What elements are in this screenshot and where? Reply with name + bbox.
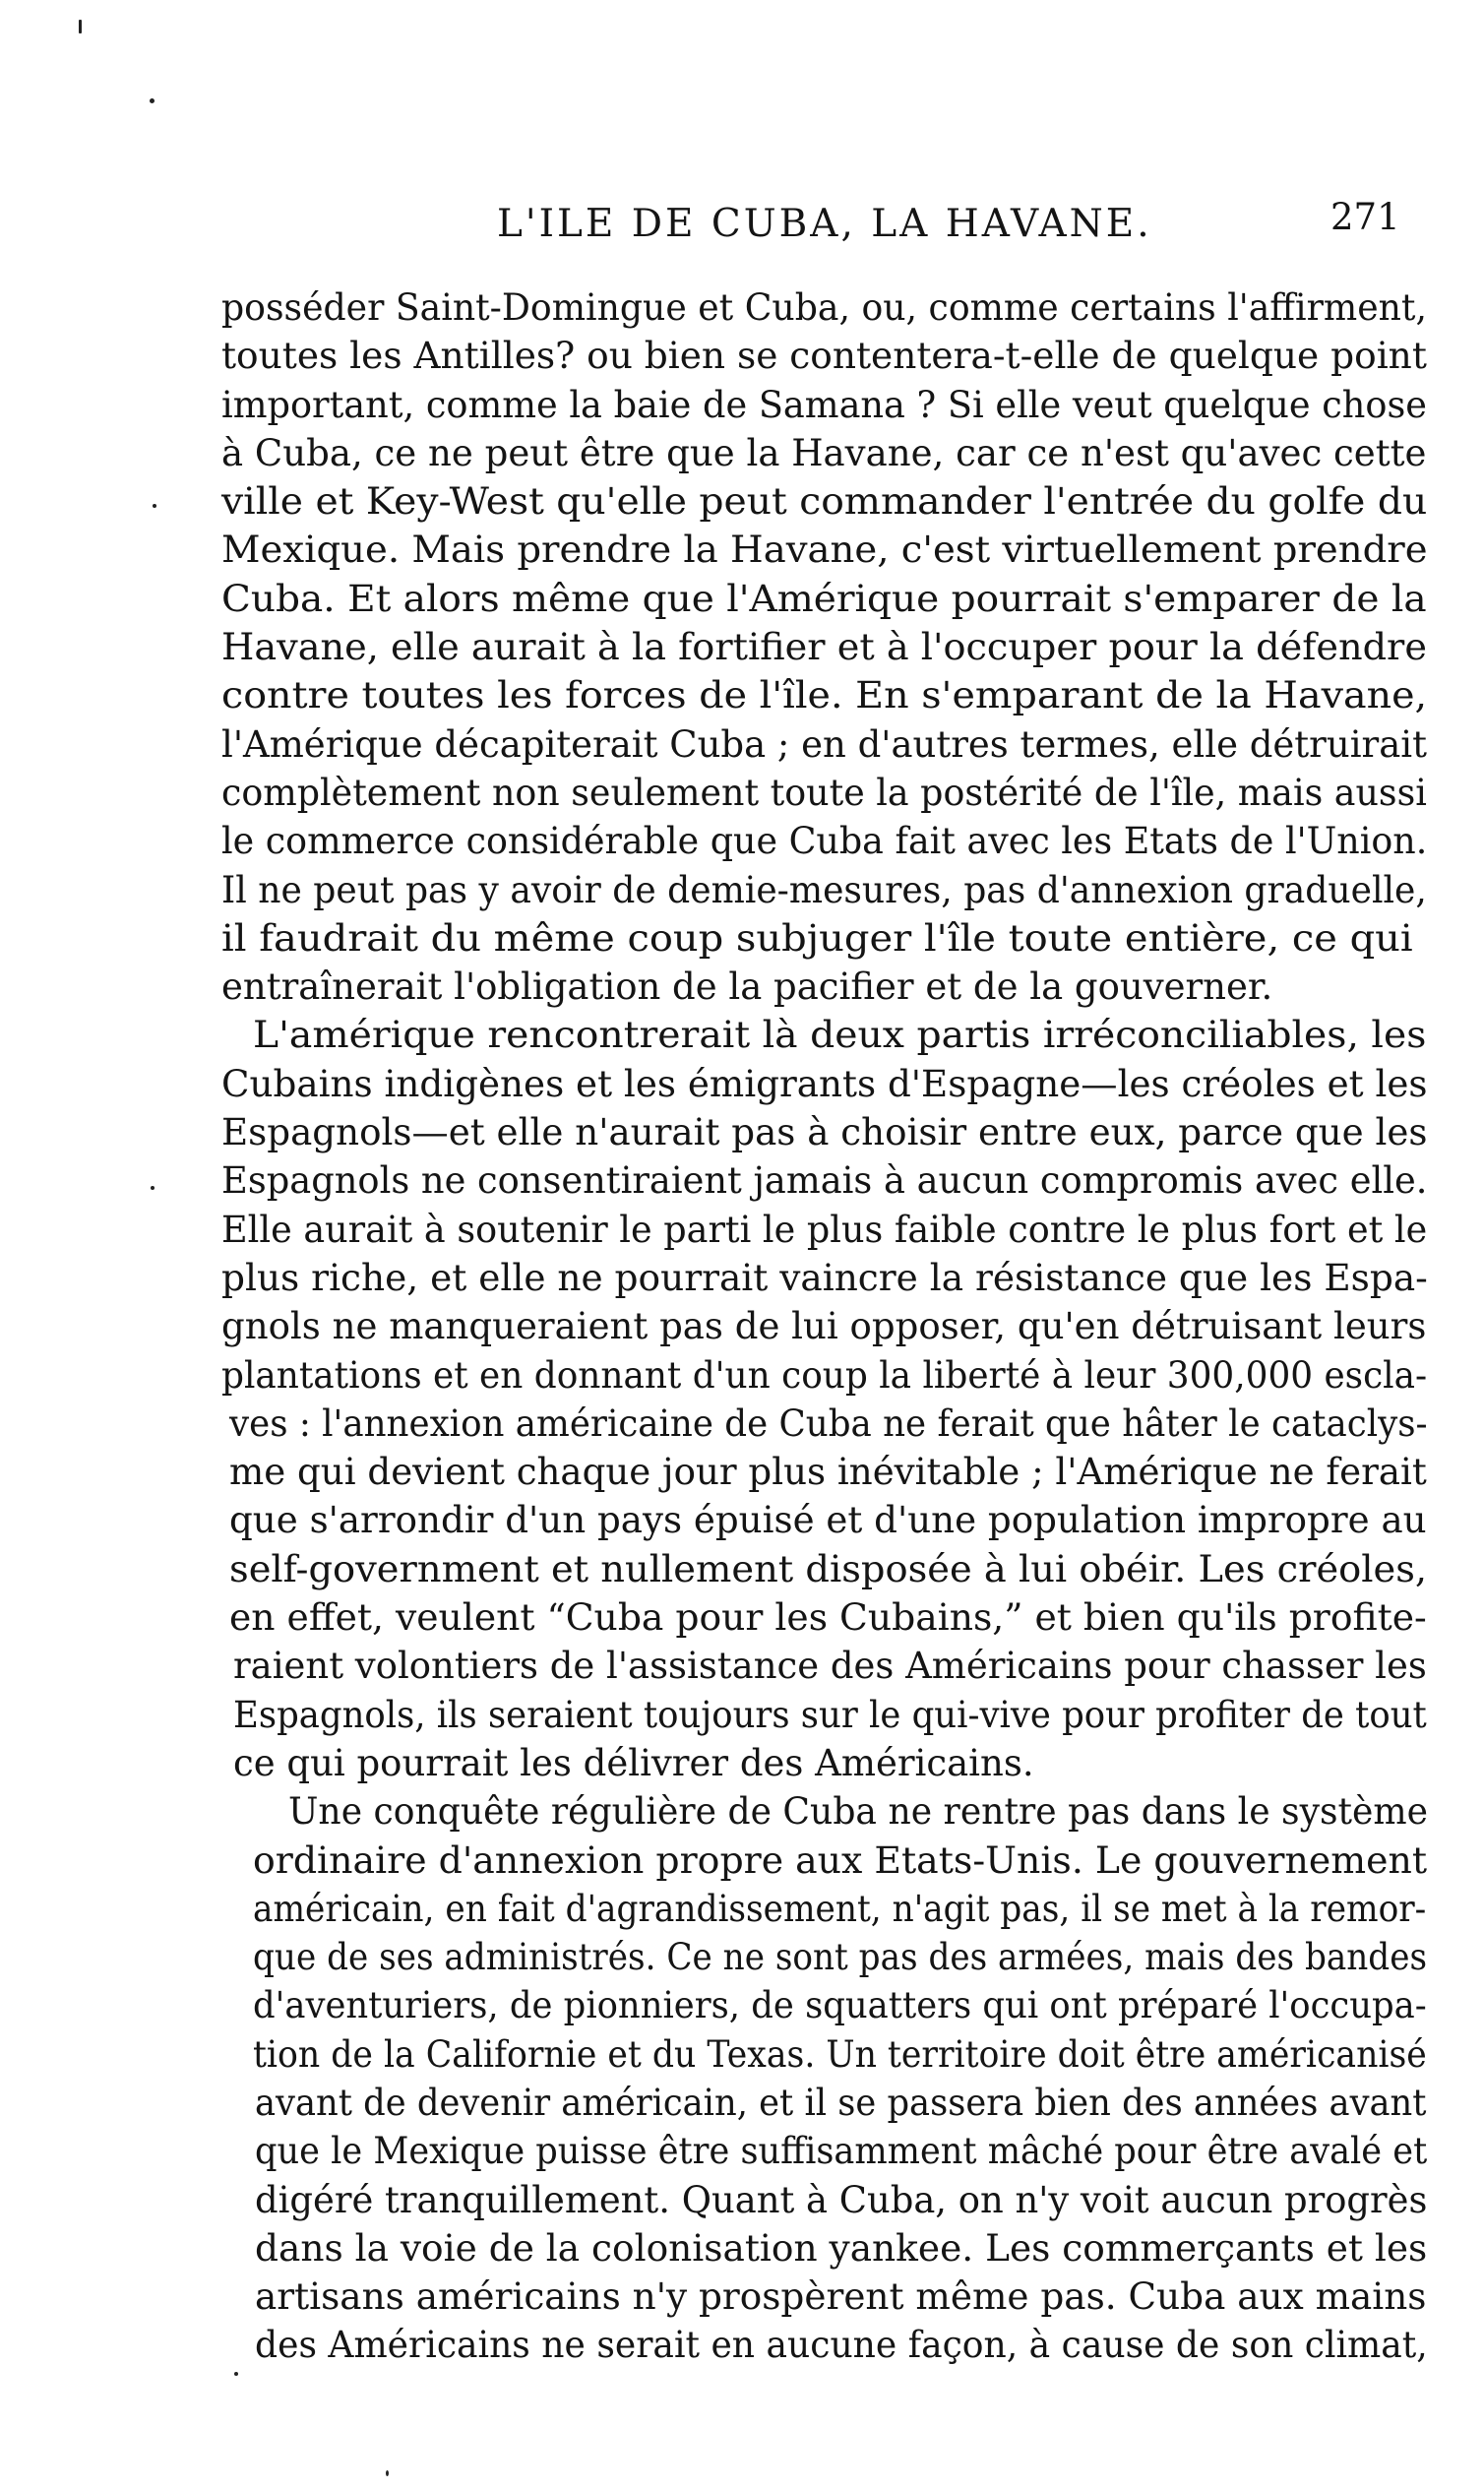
text-line: gnols ne manqueraient pas de lui opposer, qu'en détruisant leurs xyxy=(221,1305,1427,1348)
running-header xyxy=(0,196,1484,261)
text-line: artisans américains n'y prospèrent même pas. Cuba aux mains xyxy=(255,2275,1427,2319)
text-line: en effet, veulent “Cuba pour les Cubains,” et bien qu'ils profite- xyxy=(229,1596,1427,1640)
text-line: d'aventuriers, de pionniers, de squatters qui ont préparé l'occupa- xyxy=(253,1984,1427,2027)
text-line: complètement non seulement toute la postérité de l'île, mais aussi xyxy=(221,771,1427,814)
text-line: me qui devient chaque jour plus inévitable ; l'Amérique ne ferait xyxy=(229,1451,1427,1494)
text-line: ville et Key-West qu'elle peut commander l'entrée du golfe du xyxy=(221,480,1428,524)
text-line: dans la voie de la colonisation yankee. Les commerçants et les xyxy=(255,2226,1428,2270)
text-line: il faudrait du même coup subjuger l'île toute entière, ce qui xyxy=(221,916,1413,960)
body-text xyxy=(221,283,1484,2370)
text-line: Mexique. Mais prendre la Havane, c'est virtuellement prendre xyxy=(221,529,1428,572)
text-line: ves : l'annexion américaine de Cuba ne ferait que hâter le cataclys- xyxy=(229,1401,1428,1445)
text-line: Cubains indigènes et les émigrants d'Espagne—les créoles et les xyxy=(221,1062,1428,1105)
text-line: toutes les Antilles? ou bien se contentera-t-elle de quelque point xyxy=(221,335,1427,378)
text-line: raient volontiers de l'assistance des Américains pour chasser les xyxy=(233,1645,1427,1688)
text-line: tion de la Californie et du Texas. Un territoire doit être américanisé xyxy=(253,2032,1427,2076)
scan-speck xyxy=(151,1186,155,1190)
text-line: que s'arrondir d'un pays épuisé et d'une population impropre au xyxy=(229,1499,1427,1542)
text-line: Havane, elle aurait à la fortifier et à l'occuper pour la défendre xyxy=(221,626,1427,669)
text-line: Elle aurait à soutenir le parti le plus faible contre le plus fort et le xyxy=(221,1208,1428,1251)
text-line: le commerce considérable que Cuba fait avec les Etats de l'Union. xyxy=(221,820,1428,863)
text-line: des Américains ne serait en aucune façon, à cause de son climat, xyxy=(255,2324,1428,2367)
text-line: plantations et en donnant d'un coup la liberté à leur 300,000 escla- xyxy=(221,1353,1428,1397)
page-number: 271 xyxy=(1330,196,1400,238)
text-line: ce qui pourrait les délivrer des Américains. xyxy=(233,1741,1034,1784)
text-line: posséder Saint-Domingue et Cuba, ou, comme certains l'affirment, xyxy=(221,286,1427,329)
text-line: self-government et nullement disposée à lui obéir. Les créoles, xyxy=(229,1547,1428,1590)
text-line: américain, en fait d'agrandissement, n'agit pas, il se met à la remor- xyxy=(253,1887,1427,1930)
scan-speck xyxy=(234,2372,238,2376)
text-line: important, comme la baie de Samana ? Si elle veut quelque chose xyxy=(221,383,1427,426)
running-title: L'ILE DE CUBA, LA HAVANE. xyxy=(497,202,1152,246)
text-line: à Cuba, ce ne peut être que la Havane, car ce n'est qu'avec cette xyxy=(221,431,1427,474)
text-line: que le Mexique puisse être suffisamment mâché pour être avalé et xyxy=(255,2130,1428,2173)
text-line: contre toutes les forces de l'île. En s'emparant de la Havane, xyxy=(221,674,1428,717)
scan-speck xyxy=(79,20,82,33)
scan-speck xyxy=(386,2470,389,2476)
text-line: L'amérique rencontrerait là deux partis irréconciliables, les xyxy=(253,1014,1427,1057)
text-line: l'Amérique décapiterait Cuba ; en d'autres termes, elle détruirait xyxy=(221,722,1427,766)
text-line: ordinaire d'annexion propre aux Etats-Unis. Le gouvernement xyxy=(253,1838,1428,1882)
text-line: Il ne peut pas y avoir de demie-mesures, pas d'annexion graduelle, xyxy=(221,868,1427,911)
text-line: plus riche, et elle ne pourrait vaincre la résistance que les Espa- xyxy=(221,1256,1428,1299)
text-line: Espagnols—et elle n'aurait pas à choisir entre eux, parce que les xyxy=(221,1111,1428,1154)
text-line: que de ses administrés. Ce ne sont pas des armées, mais des bandes xyxy=(253,1936,1428,1979)
scan-speck xyxy=(153,504,156,508)
text-line: Espagnols, ils seraient toujours sur le qui-vive pour profiter de tout xyxy=(233,1693,1427,1736)
text-line: Espagnols ne consentiraient jamais à aucun compromis avec elle. xyxy=(221,1159,1428,1203)
scan-speck xyxy=(150,98,155,103)
text-line: entraînerait l'obligation de la pacifier et de la gouverner. xyxy=(221,965,1273,1009)
text-line: Cuba. Et alors même que l'Amérique pourrait s'emparer de la xyxy=(221,577,1427,620)
text-line: Une conquête régulière de Cuba ne rentre pas dans le système xyxy=(288,1790,1429,1834)
text-line: digéré tranquillement. Quant à Cuba, on n'y voit aucun progrès xyxy=(255,2178,1428,2221)
text-line: avant de devenir américain, et il se passera bien des années avant xyxy=(255,2081,1427,2124)
